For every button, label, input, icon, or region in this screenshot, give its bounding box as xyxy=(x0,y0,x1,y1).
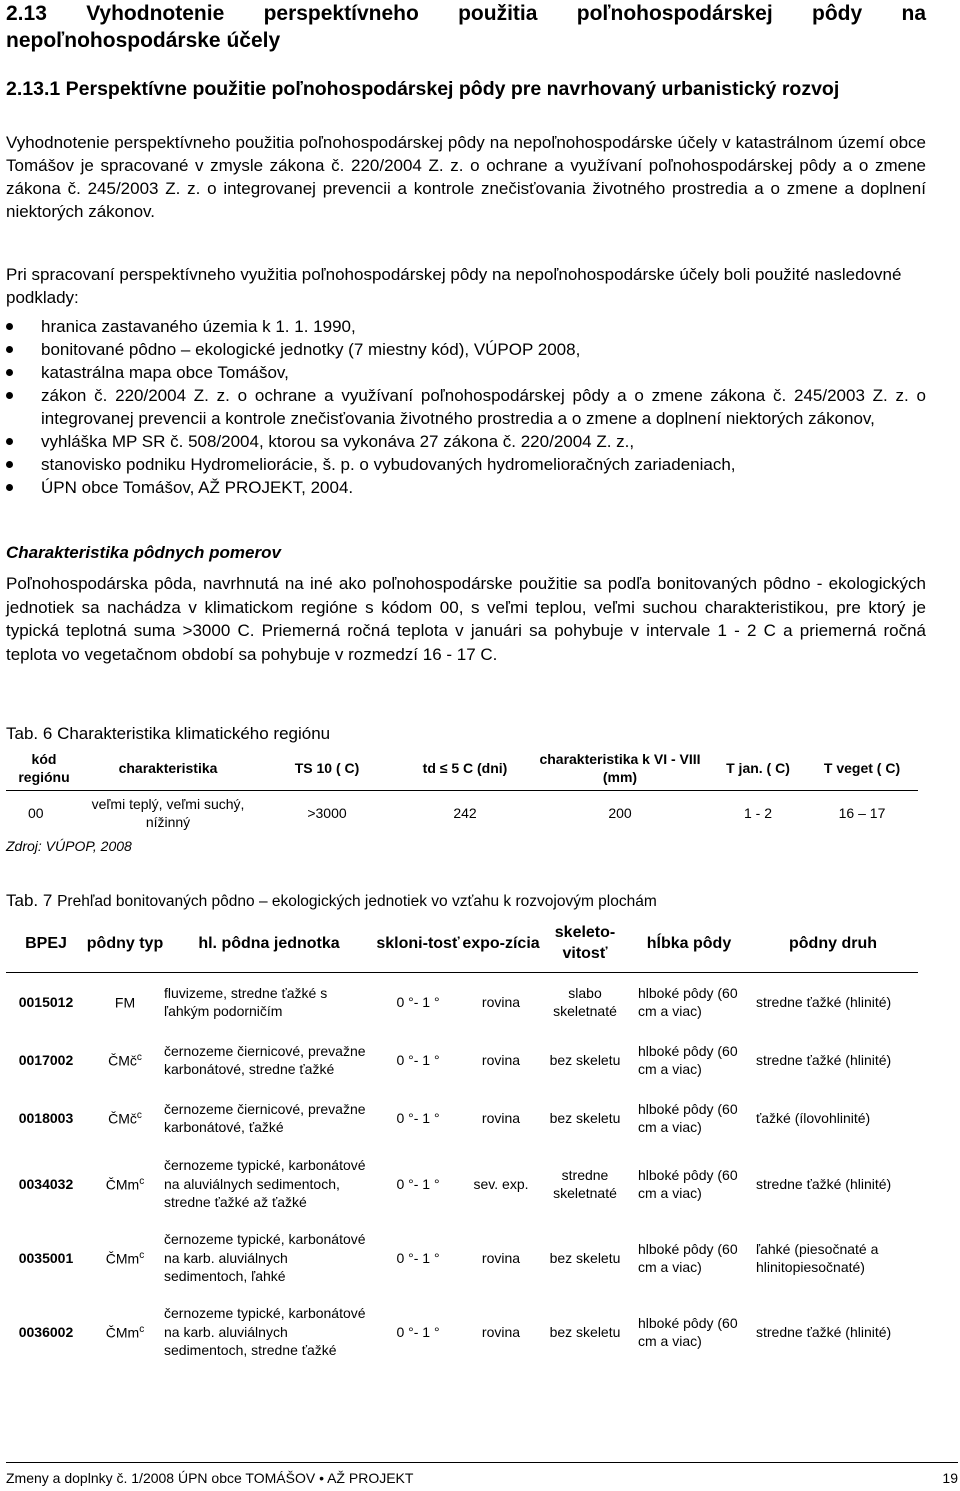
table-cell: sev. exp. xyxy=(473,1175,529,1192)
table-cell: >3000 xyxy=(307,805,347,821)
table-cell: černozeme čiernicové, prevažne karbonátové, stredne ťažké xyxy=(164,1042,366,1077)
table-cell: 0035001 xyxy=(18,1249,74,1266)
table-6-caption: Tab. 6 Charakteristika klimatického regiónu xyxy=(6,724,331,743)
table-cell: rovina xyxy=(481,1323,521,1340)
footer-text: Zmeny a doplnky č. 1/2008 ÚPN obce TOMÁŠOV • AŽ PROJEKT xyxy=(6,1470,414,1486)
list-item: hranica zastavaného územia k 1. 1. 1990, xyxy=(6,315,926,338)
table-cell: ľahké (piesočnaté a hlinitopiesočnaté) xyxy=(756,1240,879,1275)
intro-paragraph: Vyhodnotenie perspektívneho použitia poľnohospodárskej pôdy na nepoľnohospodárske účely v katastrálnom území obce Tomášov je spracované v zmysle zákona č. 220/2004 Z. z. o ochrane a využívaní poľnohospodárskej pôdy a o zmene zákona č. 245/2003 Z. z. o integrovanej prevencii a kontrole znečisťovania životného prostredia a o zmene a doplnení niektorých zákonov. xyxy=(6,133,926,221)
list-item: stanovisko podniku Hydromeliorácie, š. p. o vybudovaných hydromelioračných zariadeniach, xyxy=(6,453,926,476)
table-cell: stredne ťažké (hlinité) xyxy=(756,1175,892,1192)
table-cell: černozeme typické, karbonátové na karb. aluviálnych sedimentoch, stredne ťažké xyxy=(164,1305,366,1359)
bullet-icon xyxy=(6,369,13,376)
table-cell: rovina xyxy=(481,993,521,1010)
sources-paragraph: Pri spracovaní perspektívneho využitia poľnohospodárskej pôdy na nepoľnohospodárske účely boli použité nasledovné podklady: xyxy=(6,265,902,307)
table-row xyxy=(6,1089,918,1147)
table-header-cell: hl. pôdna jednotka xyxy=(164,914,374,973)
section-title: Charakteristika pôdnych pomerov xyxy=(6,543,281,562)
table-cell: černozeme typické, karbonátové na karb. aluviálnych sedimentoch, ľahké xyxy=(164,1231,366,1285)
table-cell: 00 xyxy=(28,805,44,821)
table-cell: 0 °- 1 ° xyxy=(396,1175,440,1192)
bullet-icon xyxy=(6,461,13,468)
table-cell: 0 °- 1 ° xyxy=(396,1051,440,1068)
heading-2-13: 2.13 Vyhodnotenie perspektívneho použitia poľnohospodárskej pôdy na nepoľnohospodárske účely xyxy=(6,2,926,52)
table-cell: 0036002 xyxy=(18,1323,74,1340)
table-cell: veľmi teplý, veľmi suchý, nížinný xyxy=(91,796,245,830)
soil-characteristics-paragraph: Poľnohospodárska pôda, navrhnutá na iné ako poľnohospodárske použitie sa podľa bonitovaných pôdno - ekologických jednotiek sa nachádza v klimatickom regióne s kódom 00, s veľmi teplou, veľmi suchou charakteristikou, pre ktorý je typická teplotná suma >3000 C. Priemerná ročná teplota v januári sa pohybuje v intervale 1 - 2 C a priemerná ročná teplota vo vegetačnom období sa pohybuje v rozmedzí 16 - 17 C. xyxy=(6,574,926,664)
table-header-cell: charakteristika xyxy=(82,746,254,791)
bullet-icon xyxy=(6,323,13,330)
table-header-cell: pôdny typ xyxy=(86,914,164,973)
table-cell: hlboké pôdy (60 cm a viac) xyxy=(638,984,738,1019)
table-cell: hlboké pôdy (60 cm a viac) xyxy=(638,1166,738,1201)
table-cell: hlboké pôdy (60 cm a viac) xyxy=(638,1240,738,1275)
list-item: zákon č. 220/2004 Z. z. o ochrane a využívaní poľnohospodárskej pôdy a o zmene zákona č. 245/2003 Z. z. o integrovanej prevencii a kontrole znečisťovania životného prostredia a o zmene a doplnení niektorých zákonov, xyxy=(6,384,926,430)
table-cell: 0034032 xyxy=(18,1175,74,1192)
table-header-row xyxy=(6,914,918,973)
table-cell: černozeme čiernicové, prevažne karbonátové, ťažké xyxy=(164,1100,366,1135)
bullet-icon xyxy=(6,484,13,491)
table-cell: rovina xyxy=(481,1051,521,1068)
table-cell: 242 xyxy=(453,805,477,821)
table-cell: 0 °- 1 ° xyxy=(396,993,440,1010)
table-header-cell: pôdny druh xyxy=(748,914,918,973)
table-cell: stredne skeletnaté xyxy=(553,1166,617,1201)
table-cell: fluvizeme, stredne ťažké s ľahkým podorničím xyxy=(164,984,328,1019)
table-cell: 0018003 xyxy=(18,1109,74,1126)
table-row xyxy=(6,791,918,836)
table-cell: stredne ťažké (hlinité) xyxy=(756,1051,892,1068)
table-row xyxy=(6,1031,918,1089)
climate-region-table xyxy=(6,746,918,835)
page-footer xyxy=(6,1462,958,1491)
table-header-cell: td ≤ 5 C (dni) xyxy=(400,746,530,791)
table-cell: hlboké pôdy (60 cm a viac) xyxy=(638,1042,738,1077)
table-cell: bez skeletu xyxy=(549,1051,621,1068)
table-cell: rovina xyxy=(481,1109,521,1126)
table-cell: hlboké pôdy (60 cm a viac) xyxy=(638,1314,738,1349)
list-item: bonitované pôdno – ekologické jednotky (7 miestny kód), VÚPOP 2008, xyxy=(6,338,926,361)
table-cell: ČMč$^c$ xyxy=(108,1110,142,1128)
table-cell: 1 - 2 xyxy=(743,805,772,821)
bullet-icon xyxy=(6,346,13,353)
table-cell: 0015012 xyxy=(18,993,74,1010)
table-cell: černozeme typické, karbonátové na aluviálnych sedimentoch, stredne ťažké až ťažké xyxy=(164,1157,366,1211)
table-cell: rovina xyxy=(481,1249,521,1266)
sources-list xyxy=(6,315,926,499)
table-cell: bez skeletu xyxy=(549,1249,621,1266)
list-item: ÚPN obce Tomášov, AŽ PROJEKT, 2004. xyxy=(6,476,926,499)
table-row xyxy=(6,1147,918,1221)
table-cell: ČMč$^c$ xyxy=(108,1052,142,1070)
table-cell: bez skeletu xyxy=(549,1323,621,1340)
list-item: katastrálna mapa obce Tomášov, xyxy=(6,361,926,384)
table-header-row xyxy=(6,746,918,791)
table-cell: 16 – 17 xyxy=(838,805,886,821)
table-cell: FM xyxy=(114,995,136,1012)
table-row xyxy=(6,1295,918,1369)
table-cell: ťažké (ílovohlinité) xyxy=(756,1109,871,1126)
table-header-cell: skloni-tosť xyxy=(374,914,462,973)
table-header-cell: T jan. ( C) xyxy=(710,746,806,791)
table-cell: ČMm$^c$ xyxy=(105,1324,145,1342)
table-header-cell: kód regiónu xyxy=(6,746,82,791)
table-cell: 0 °- 1 ° xyxy=(396,1249,440,1266)
bullet-icon xyxy=(6,392,13,399)
table-cell: ČMm$^c$ xyxy=(105,1176,145,1194)
table-header-cell: expo-zícia xyxy=(462,914,540,973)
page-number: 19 xyxy=(942,1470,958,1486)
table-header-cell: charakteristika k VI - VIII (mm) xyxy=(530,746,710,791)
table-row xyxy=(6,973,918,1032)
table-cell: stredne ťažké (hlinité) xyxy=(756,993,892,1010)
table-header-cell: T veget ( C) xyxy=(806,746,918,791)
table-cell: slabo skeletnaté xyxy=(553,984,617,1019)
bpej-table xyxy=(6,914,918,1369)
table-7-caption: Tab. 7 Prehľad bonitovaných pôdno – ekologických jednotiek vo vzťahu k rozvojovým plochám xyxy=(6,891,657,910)
table-cell: 200 xyxy=(608,805,632,821)
table-cell: bez skeletu xyxy=(549,1109,621,1126)
table-cell: 0017002 xyxy=(18,1051,74,1068)
table-6-source: Zdroj: VÚPOP, 2008 xyxy=(6,838,132,854)
table-cell: 0 °- 1 ° xyxy=(396,1323,440,1340)
table-header-cell: skeleto-vitosť xyxy=(540,914,630,973)
table-row xyxy=(6,1221,918,1295)
table-cell: hlboké pôdy (60 cm a viac) xyxy=(638,1100,738,1135)
table-header-cell: TS 10 ( C) xyxy=(254,746,400,791)
table-header-cell: hĺbka pôdy xyxy=(630,914,748,973)
heading-2-13-1: 2.13.1 Perspektívne použitie poľnohospodárskej pôdy pre navrhovaný urbanistický rozvoj xyxy=(6,78,840,100)
table-cell: 0 °- 1 ° xyxy=(396,1109,440,1126)
list-item: vyhláška MP SR č. 508/2004, ktorou sa vykonáva 27 zákona č. 220/2004 Z. z., xyxy=(6,430,926,453)
bullet-icon xyxy=(6,438,13,445)
table-header-cell: BPEJ xyxy=(6,914,86,973)
table-cell: stredne ťažké (hlinité) xyxy=(756,1323,892,1340)
table-cell: ČMm$^c$ xyxy=(105,1250,145,1268)
